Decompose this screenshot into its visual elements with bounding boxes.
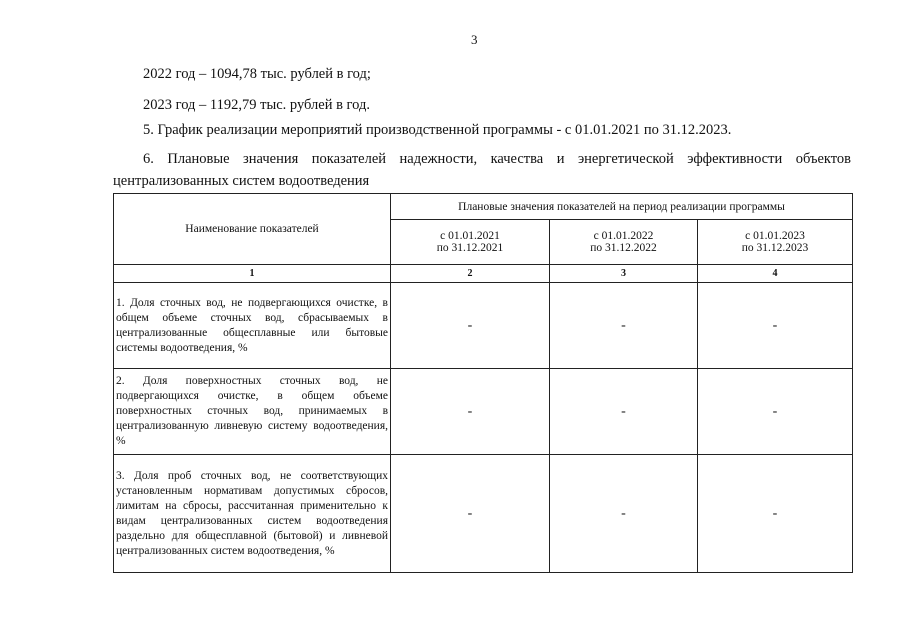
- indicator-value: -: [391, 369, 550, 455]
- indicator-value: -: [550, 455, 698, 573]
- indicator-name: 2. Доля поверхностных сточных вод, не подвергающихся очистке, в общем объеме поверхностных сточных вод, принимаемых в централизованную ливневую систему водоотведения, %: [114, 369, 391, 455]
- paragraph-item-6-line1: 6. Плановые значения показателей надежности, качества и энергетической эффективности объектов: [143, 151, 851, 167]
- header-period-2021: [391, 220, 550, 265]
- header-period-2023: [698, 220, 853, 265]
- column-number: 3: [550, 265, 698, 283]
- paragraph-item-5: 5. График реализации мероприятий производственной программы - с 01.01.2021 по 31.12.2023.: [143, 122, 732, 138]
- paragraph-item-6-line2: централизованных систем водоотведения: [113, 173, 370, 189]
- indicator-value: -: [550, 369, 698, 455]
- period-to: по 31.12.2021: [436, 242, 504, 254]
- page-number: 3: [471, 32, 478, 47]
- table-row: [114, 455, 853, 573]
- indicator-value: -: [550, 283, 698, 369]
- indicator-value: -: [698, 283, 853, 369]
- period-to: по 31.12.2022: [590, 242, 657, 254]
- indicator-name: 1. Доля сточных вод, не подвергающихся очистке, в общем объеме сточных вод, сбрасываемых в централизованные общесплавные или бытовые системы водоотведения, %: [114, 283, 391, 369]
- table-row: [114, 283, 853, 369]
- period-from: с 01.01.2023: [745, 230, 805, 242]
- indicators-table: [113, 193, 853, 573]
- column-number: 4: [698, 265, 853, 283]
- column-number: 1: [114, 265, 391, 283]
- indicator-value: -: [391, 455, 550, 573]
- header-indicator-name: Наименование показателей: [114, 194, 391, 265]
- indicator-name: 3. Доля проб сточных вод, не соответствующих установленным нормативам допустимых сбросов, лимитам на сбросы, рассчитанная применительно к видам централизованных систем водоотведения раздельно для общесплавной (бытовой) и ливневой централизованных систем водоотведения, %: [114, 455, 391, 573]
- column-number: 2: [391, 265, 550, 283]
- paragraph-2023-amount: 2023 год – 1192,79 тыс. рублей в год.: [143, 97, 370, 113]
- header-planned-values: Плановые значения показателей на период реализации программы: [391, 194, 853, 220]
- indicator-value: -: [698, 369, 853, 455]
- period-from: с 01.01.2021: [440, 230, 500, 242]
- paragraph-2022-amount: 2022 год – 1094,78 тыс. рублей в год;: [143, 66, 371, 82]
- header-period-2022: [550, 220, 698, 265]
- indicator-value: -: [391, 283, 550, 369]
- indicator-value: -: [698, 455, 853, 573]
- period-from: с 01.01.2022: [593, 230, 654, 242]
- period-to: по 31.12.2023: [741, 242, 809, 254]
- table-row: [114, 369, 853, 455]
